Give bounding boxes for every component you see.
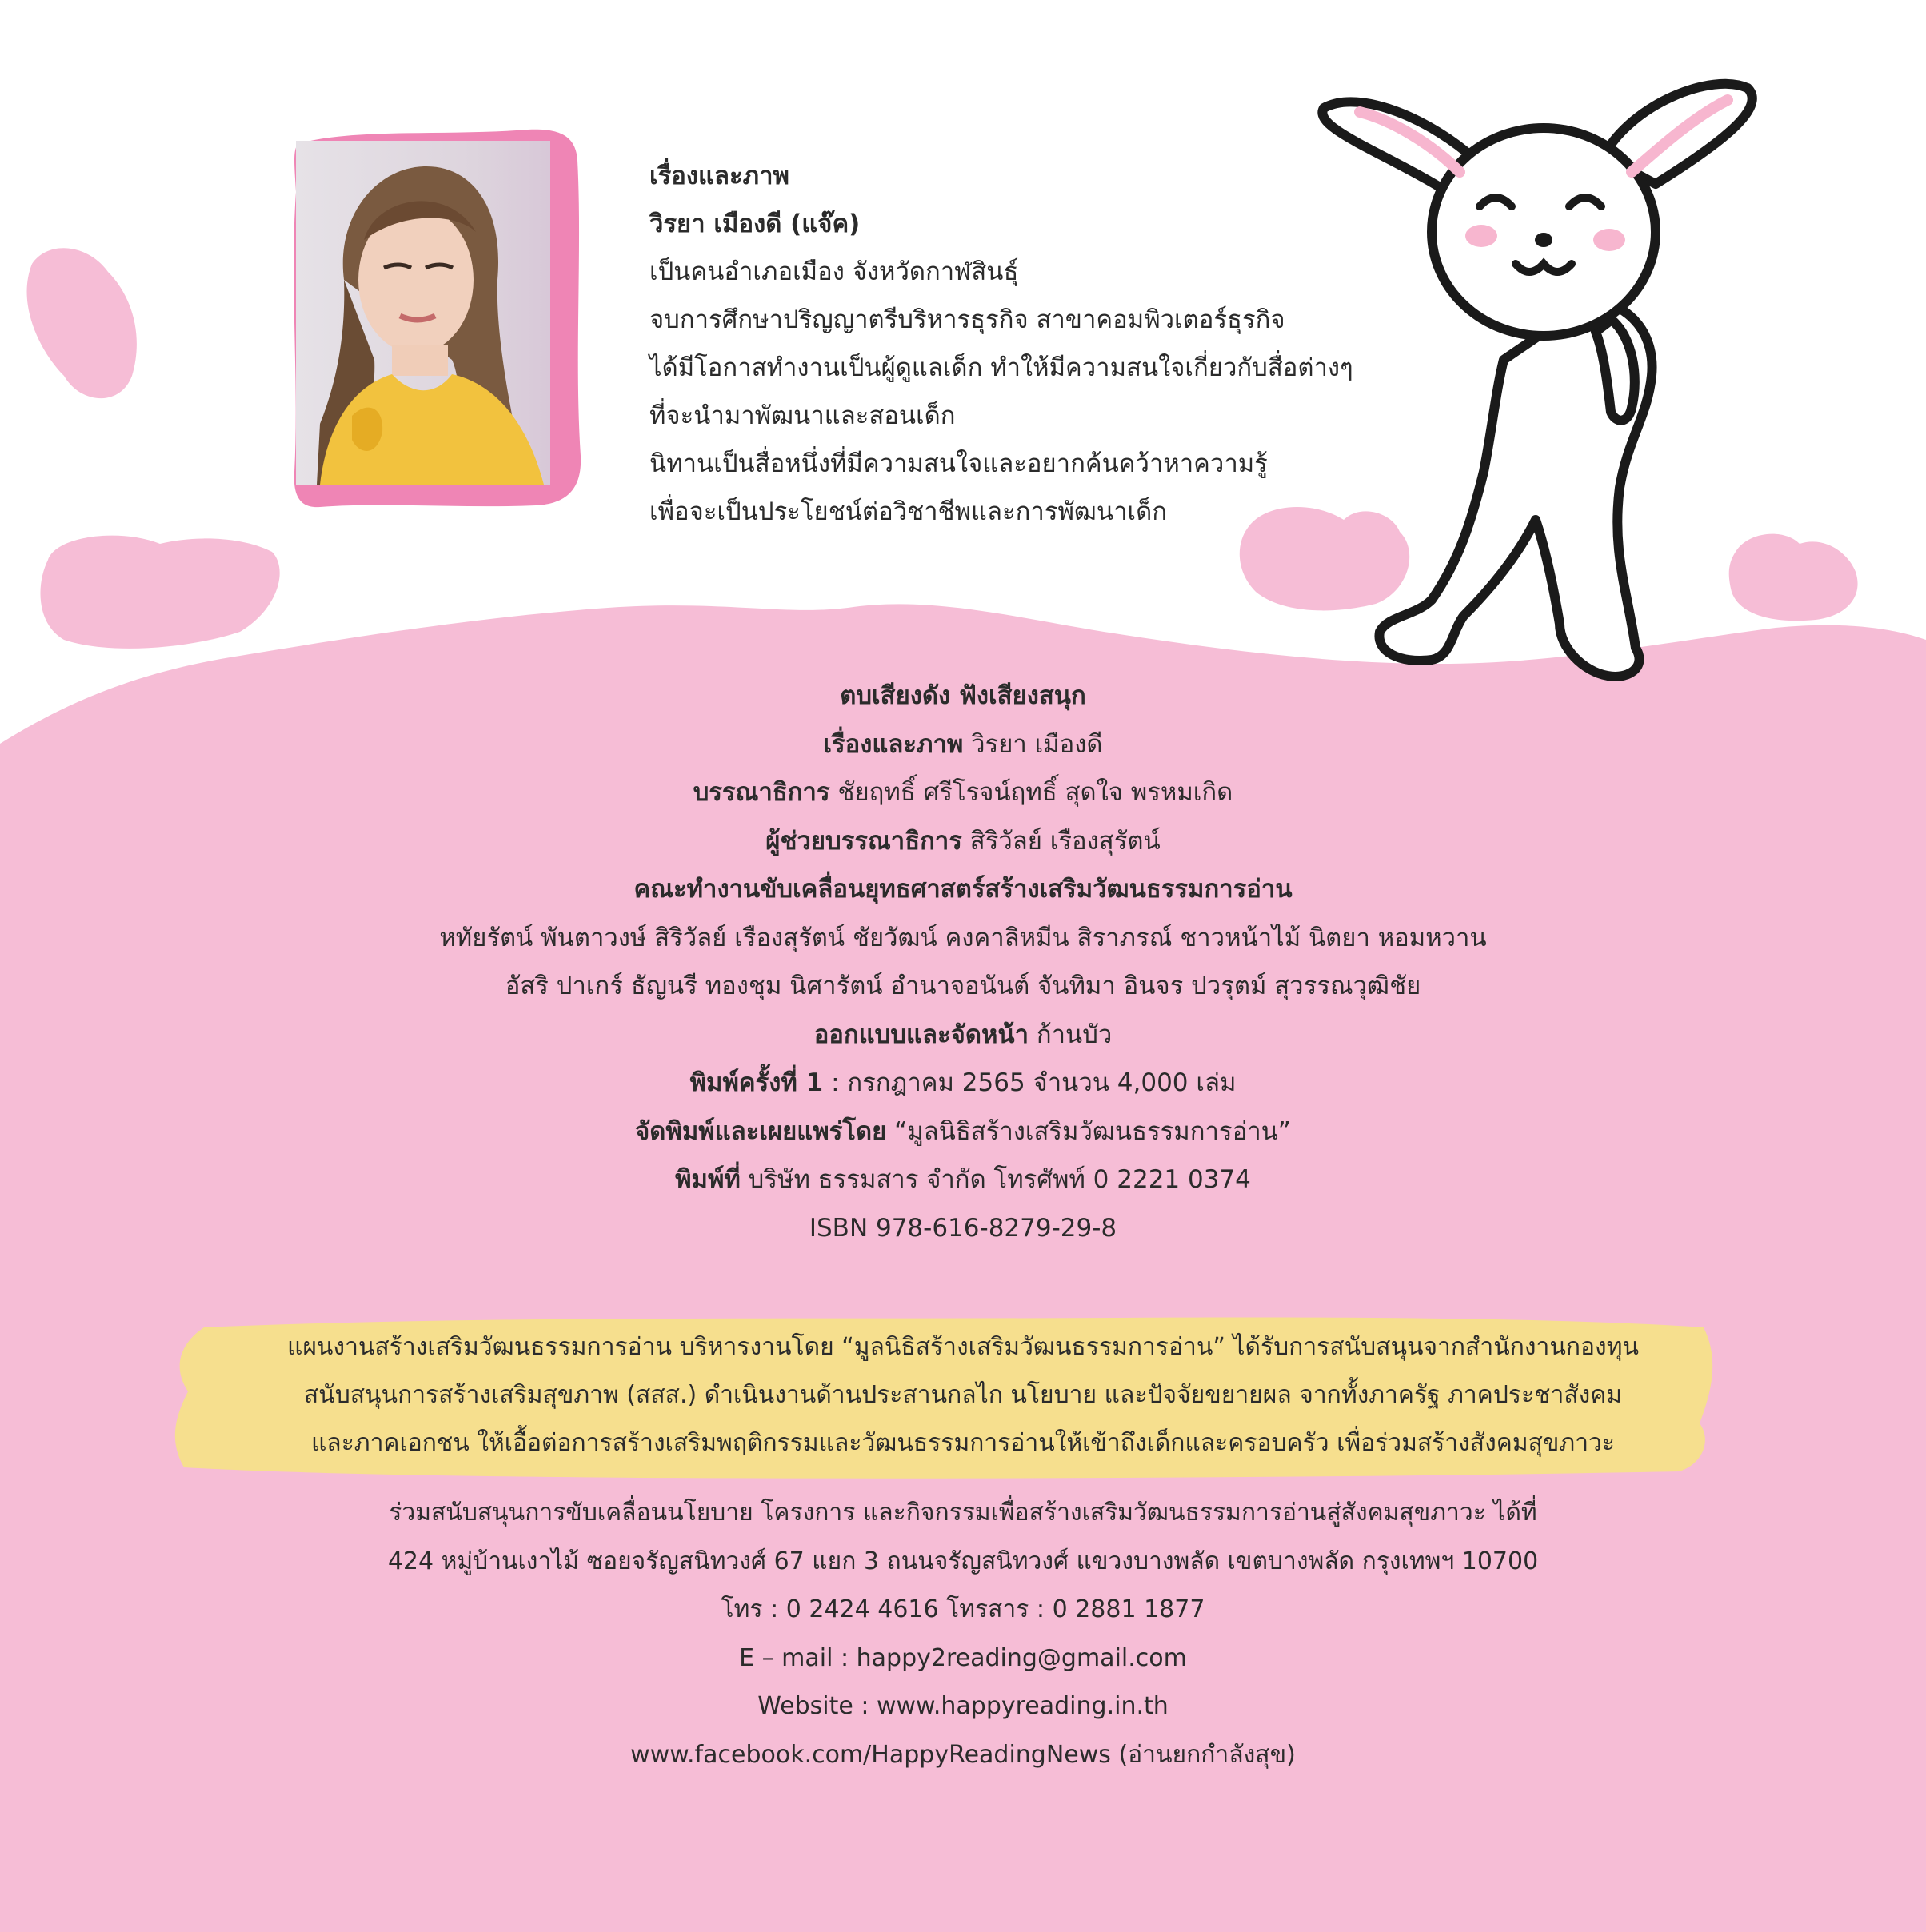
- credit-story: เรื่องและภาพ วิรยา เมืองดี: [823, 729, 1103, 759]
- bio-line: ที่จะนำมาพัฒนาและสอนเด็ก: [649, 401, 956, 430]
- credit-printer: พิมพ์ที่ บริษัท ธรรมสาร จำกัด โทรศัพท์ 0 2221 0374: [675, 1165, 1251, 1194]
- address-line: 424 หมู่บ้านเงาไม้ ซอยจรัญสนิทวงศ์ 67 แยก 3 ถนนจรัญสนิทวงศ์ แขวงบางพลัด เขตบางพลัด กรุงเทพฯ 10700: [387, 1547, 1539, 1575]
- book-title: ตบเสียงดัง ฟังเสียงสนุก: [840, 681, 1086, 710]
- author-bio: [649, 152, 1369, 536]
- credit-publisher: จัดพิมพ์และเผยแพร่โดย “มูลนิธิสร้างเสริมวัฒนธรรมการอ่าน”: [635, 1116, 1291, 1146]
- isbn: ISBN 978-616-8279-29-8: [809, 1213, 1117, 1243]
- credit-committee-heading: คณะทำงานขับเคลื่อนยุทธศาสตร์สร้างเสริมวัฒนธรรมการอ่าน: [633, 875, 1293, 904]
- statement-line: สนับสนุนการสร้างเสริมสุขภาพ (สสส.) ดำเนินงานด้านประสานกลไก นโยบาย และปัจจัยขยายผล จากทั้งภาครัฐ ภาคประชาสังคม: [303, 1381, 1623, 1409]
- cloud-left-large: [40, 536, 279, 649]
- contact-info: [0, 1489, 1926, 1779]
- bio-line: นิทานเป็นสื่อหนึ่งที่มีความสนใจและอยากค้นคว้าหาความรู้: [649, 449, 1268, 478]
- email-line[interactable]: E – mail : happy2reading@gmail.com: [739, 1643, 1187, 1672]
- author-name: วิรยา เมืองดี (แจ๊ค): [649, 210, 861, 238]
- facebook-line[interactable]: www.facebook.com/HappyReadingNews (อ่านยกกำลังสุข): [630, 1740, 1296, 1769]
- rabbit-illustration: [1312, 72, 1776, 688]
- cloud-left-small: [27, 248, 137, 398]
- rabbit-right-cheek: [1593, 229, 1625, 251]
- credit-print: พิมพ์ครั้งที่ 1 : กรกฎาคม 2565 จำนวน 4,000 เล่ม: [689, 1068, 1237, 1097]
- author-photo: [296, 141, 550, 485]
- credit-editor: บรรณาธิการ ชัยฤทธิ์ ศรีโรจน์ฤทธิ์ สุดใจ พรหมเกิด: [693, 778, 1233, 807]
- book-credits: [0, 672, 1926, 1252]
- credit-assistant-editor: ผู้ช่วยบรรณาธิการ สิริวัลย์ เรืองสุรัตน์: [765, 826, 1161, 856]
- credit-design: ออกแบบและจัดหน้า ก้านบัว: [813, 1020, 1113, 1049]
- bio-line: ได้มีโอกาสทำงานเป็นผู้ดูแลเด็ก ทำให้มีความสนใจเกี่ยวกับสื่อต่างๆ: [649, 353, 1353, 382]
- rabbit-left-cheek: [1465, 225, 1497, 247]
- statement-line: และภาคเอกชน ให้เอื้อต่อการสร้างเสริมพฤติกรรมและวัฒนธรรมการอ่านให้เข้าถึงเด็กและครอบครัว เพื่อร่วมสร้างสังคมสุขภาวะ: [310, 1429, 1616, 1457]
- contact-line: ร่วมสนับสนุนการขับเคลื่อนนโยบาย โครงการ และกิจกรรมเพื่อสร้างเสริมวัฒนธรรมการอ่านสู่สังคมสุขภาวะ ได้ที่: [389, 1499, 1537, 1527]
- credit-committee-line: หทัยรัตน์ พันตาวงษ์ สิริวัลย์ เรืองสุรัตน์ ชัยวัฒน์ คงคาลิหมีน สิราภรณ์ ชาวหน้าไม้ นิตยา หอมหวาน: [439, 923, 1487, 952]
- bio-line: เพื่อจะเป็นประโยชน์ต่อวิชาชีพและการพัฒนาเด็ก: [649, 497, 1168, 526]
- program-statement: [160, 1323, 1766, 1467]
- phone-line: โทร : 0 2424 4616 โทรสาร : 0 2881 1877: [721, 1595, 1205, 1623]
- credit-committee-line: อัสริ ปาเกร์ ธัญนรี ทองชุม นิศารัตน์ อำนาจอนันต์ จันทิมา อินจร ปวรุตม์ สุวรรณวุฒิชัย: [505, 972, 1421, 1000]
- website-line[interactable]: Website : www.happyreading.in.th: [757, 1692, 1169, 1720]
- bio-heading: เรื่องและภาพ: [649, 162, 789, 190]
- rabbit-head: [1432, 128, 1656, 336]
- bio-line: จบการศึกษาปริญญาตรีบริหารธุรกิจ สาขาคอมพิวเตอร์ธุรกิจ: [649, 305, 1285, 334]
- author-photo-frame: [288, 120, 584, 512]
- bio-line: เป็นคนอำเภอเมือง จังหวัดกาฬสินธุ์: [649, 257, 1019, 286]
- statement-line: แผนงานสร้างเสริมวัฒนธรรมการอ่าน บริหารงานโดย “มูลนิธิสร้างเสริมวัฒนธรรมการอ่าน” ได้รับการสนับสนุนจากสำนักงานกองทุน: [287, 1333, 1639, 1361]
